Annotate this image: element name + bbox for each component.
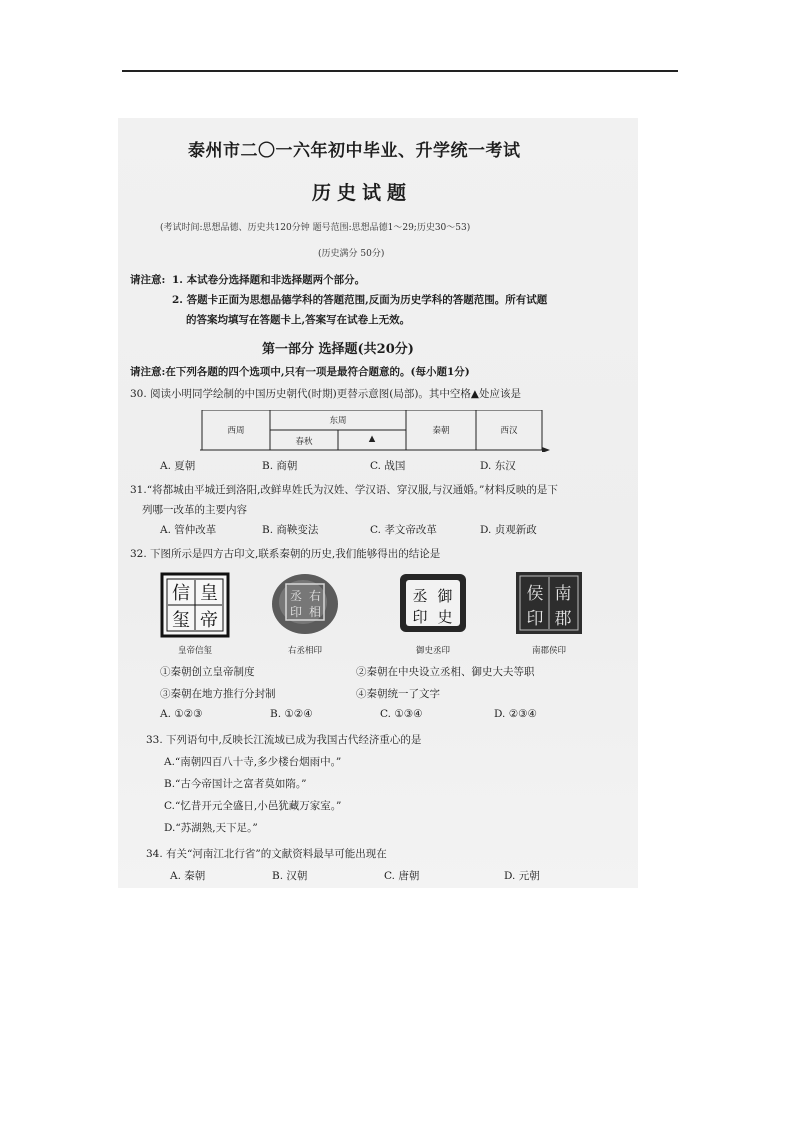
q32-statement-2: ②秦朝在中央设立丞相、御史大夫等职 (356, 666, 535, 678)
section-title: 第一部分 选择题(共20分) (262, 342, 414, 357)
dynasty-timeline (200, 410, 550, 452)
q34-option-d: D. 元朝 (504, 870, 540, 882)
section-instruction: 请注意:在下列各题的四个选项中,只有一项是最符合题意的。(每小题1分) (130, 366, 470, 378)
svg-text:右: 右 (308, 589, 322, 603)
q30-option-b: B. 商朝 (262, 460, 298, 472)
timeline-xihan: 西汉 (500, 426, 518, 436)
timeline-chunqiu: 春秋 (295, 437, 313, 447)
svg-text:信: 信 (172, 583, 190, 604)
seal-caption-4: 南郡侯印 (531, 646, 566, 656)
seal-huangdi-xinxi (160, 572, 230, 642)
svg-text:皇: 皇 (200, 583, 218, 604)
q31-stem-line1: 31.“将都城由平城迁到洛阳,改鲜卑姓氏为汉姓、学汉语、穿汉服,与汉通婚。”材料反映的是下 (130, 484, 558, 496)
seal-image-4 (514, 570, 584, 636)
seal-nanjun-hou (514, 570, 584, 640)
q34-option-a: A. 秦朝 (170, 870, 206, 882)
notice-label: 请注意: (130, 274, 166, 286)
q31-option-a: A. 管仲改革 (160, 524, 217, 536)
seal-image-3 (398, 570, 468, 636)
svg-text:印: 印 (526, 609, 544, 629)
svg-text:丞: 丞 (412, 587, 428, 605)
q33-option-a: A.“南朝四百八十寺,多少楼台烟雨中。” (164, 756, 342, 768)
score-info: (历史满分 50分) (318, 249, 385, 259)
notice-item-1: 1. 本试卷分选择题和非选择题两个部分。 (172, 274, 366, 286)
svg-text:印: 印 (412, 608, 428, 626)
q31-option-d: D. 贞观新政 (480, 524, 537, 536)
q33-option-d: D.“苏湖熟,天下足。” (164, 822, 258, 834)
q31-option-c: C. 孝文帝改革 (370, 524, 437, 536)
svg-text:南: 南 (554, 584, 572, 604)
q30-option-d: D. 东汉 (480, 460, 516, 472)
svg-text:相: 相 (308, 605, 322, 619)
q30-option-a: A. 夏朝 (160, 460, 196, 472)
top-rule (122, 70, 678, 72)
q32-option-c: C. ①③④ (380, 708, 423, 720)
q34-option-c: C. 唐朝 (384, 870, 420, 882)
notice-item-2b: 的答案均填写在答题卡上,答案写在试卷上无效。 (186, 314, 411, 326)
subject-title: 历史试题 (312, 182, 413, 204)
q32-option-a: A. ①②③ (160, 708, 203, 720)
svg-text:玺: 玺 (172, 610, 190, 631)
exam-info: (考试时间:思想品德、历史共120分钟 题号范围:思想品德1～29;历史30～53) (160, 223, 471, 233)
q32-option-b: B. ①②④ (270, 708, 313, 720)
svg-text:丞: 丞 (289, 589, 303, 603)
svg-text:郡: 郡 (554, 609, 572, 629)
notice-item-2a: 2. 答题卡正面为思想品德学科的答题范围,反面为历史学科的答题范围。所有试题 (172, 294, 548, 306)
q33-option-b: B.“古今帝国计之富者莫如隋。” (164, 778, 307, 790)
timeline-xizhou: 西周 (227, 426, 245, 436)
q32-option-d: D. ②③④ (494, 708, 537, 720)
svg-text:御: 御 (437, 587, 453, 605)
svg-text:印: 印 (289, 605, 303, 619)
q30-stem: 30. 阅读小明同学绘制的中国历史朝代(时期)更替示意图(局部)。其中空格▲处应该是 (130, 388, 521, 400)
q32-statement-3: ③秦朝在地方推行分封制 (160, 688, 276, 700)
q34-stem: 34. 有关“河南江北行省”的文献资料最早可能出现在 (146, 848, 387, 860)
q32-statement-1: ①秦朝创立皇帝制度 (160, 666, 255, 678)
seal-yushi-cheng (398, 570, 468, 640)
seal-caption-3: 御史丞印 (415, 646, 450, 656)
q33-option-c: C.“忆昔开元全盛日,小邑犹藏万家室。” (164, 800, 342, 812)
seal-caption-1: 皇帝信玺 (177, 646, 212, 656)
seal-image-1 (160, 572, 230, 638)
q33-stem: 33. 下列语句中,反映长江流域已成为我国古代经济重心的是 (146, 734, 422, 746)
seal-you-chengxiang (270, 570, 340, 640)
timeline-qin: 秦朝 (432, 426, 450, 436)
seal-image-2 (270, 570, 340, 636)
exam-title: 泰州市二〇一六年初中毕业、升学统一考试 (188, 141, 521, 161)
seal-caption-2: 右丞相印 (287, 646, 322, 656)
svg-text:帝: 帝 (200, 610, 218, 631)
timeline-blank: ▲ (368, 434, 376, 444)
q32-stem: 32. 下图所示是四方古印文,联系秦朝的历史,我们能够得出的结论是 (130, 548, 441, 560)
q31-stem-line2: 列哪一改革的主要内容 (142, 504, 247, 516)
q31-option-b: B. 商鞅变法 (262, 524, 319, 536)
svg-text:侯: 侯 (526, 584, 544, 604)
q32-statement-4: ④秦朝统一了文字 (356, 688, 440, 700)
q34-option-b: B. 汉朝 (272, 870, 308, 882)
svg-text:史: 史 (437, 608, 453, 626)
q30-option-c: C. 战国 (370, 460, 406, 472)
timeline-dongzhou: 东周 (329, 416, 347, 426)
